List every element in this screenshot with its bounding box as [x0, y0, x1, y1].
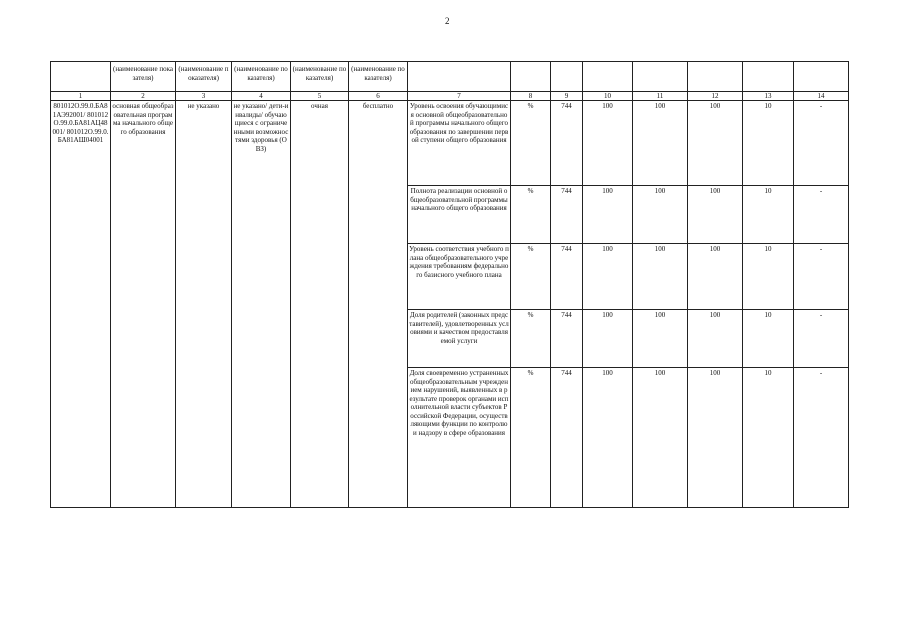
- indicator-deviation: 10: [743, 244, 794, 310]
- header-cell-7: [408, 62, 511, 92]
- indicator-deviation-abs: -: [794, 186, 849, 244]
- program-name: основная общеобразовательная программа начального общего образования: [111, 101, 176, 508]
- indicator-deviation: 10: [743, 368, 794, 508]
- column-number: 13: [743, 92, 794, 101]
- indicator-name: Доля своевременно устраненных общеобразовательным учреждением нарушений, выявленных в результате проверок органами исполнительной власти субъектов Российской Федерации, осуществляющими функции по контролю и надзору в сфере образования: [408, 368, 511, 508]
- column-number: 12: [688, 92, 743, 101]
- indicator-okei-code: 744: [551, 101, 583, 186]
- indicator-name: Уровень освоения обучающимися основной общеобразовательной программы начального общего образования по завершении первой ступени общего образования: [408, 101, 511, 186]
- column-number: 14: [794, 92, 849, 101]
- student-category: не указано/ дети-инвалиды/ обучающиеся с ограниченными возможностями здоровья (ОВЗ): [232, 101, 291, 508]
- indicator-value: 100: [633, 368, 688, 508]
- indicator-deviation: 10: [743, 310, 794, 368]
- service-codes: 801012О.99.0.БА81АЭ92001/ 801012О.99.0.БА81АЦ48001/ 801012О.99.0.БА81АШ04001: [51, 101, 111, 508]
- header-cell-3: (наименование показателя): [176, 62, 232, 92]
- indicator-value: 100: [688, 101, 743, 186]
- header-cell-1: [51, 62, 111, 92]
- header-cell-5: (наименование показателя): [291, 62, 349, 92]
- indicator-name: Уровень соответствия учебного плана общеобразовательного учреждения требованиям федерального базисного учебного плана: [408, 244, 511, 310]
- indicator-unit: %: [511, 186, 551, 244]
- indicator-deviation-abs: -: [794, 244, 849, 310]
- indicator-okei-code: 744: [551, 368, 583, 508]
- column-number: 1: [51, 92, 111, 101]
- table-row: [51, 101, 849, 186]
- header-cell-13: [743, 62, 794, 92]
- column-number: 7: [408, 92, 511, 101]
- column-number: 10: [583, 92, 633, 101]
- indicator-value: 100: [583, 186, 633, 244]
- column-number: 2: [111, 92, 176, 101]
- column-number: 3: [176, 92, 232, 101]
- category-cell: не указано: [176, 101, 232, 508]
- indicator-value: 100: [688, 186, 743, 244]
- indicator-deviation-abs: -: [794, 310, 849, 368]
- indicator-unit: %: [511, 310, 551, 368]
- indicator-deviation-abs: -: [794, 101, 849, 186]
- column-number: 9: [551, 92, 583, 101]
- header-cell-8: [511, 62, 551, 92]
- column-number: 4: [232, 92, 291, 101]
- column-number: 8: [511, 92, 551, 101]
- page-number: 2: [445, 16, 450, 26]
- indicator-value: 100: [688, 310, 743, 368]
- header-row: [51, 62, 849, 92]
- indicator-value: 100: [633, 310, 688, 368]
- header-cell-4: (наименование показателя): [232, 62, 291, 92]
- header-cell-14: [794, 62, 849, 92]
- indicator-deviation: 10: [743, 101, 794, 186]
- header-cell-10: [583, 62, 633, 92]
- indicator-okei-code: 744: [551, 186, 583, 244]
- study-form: очная: [291, 101, 349, 508]
- header-cell-2: (наименование показателя): [111, 62, 176, 92]
- service-indicators-table: [50, 61, 849, 508]
- column-number: 5: [291, 92, 349, 101]
- indicator-value: 100: [633, 244, 688, 310]
- payment-type: бесплатно: [349, 101, 408, 508]
- indicator-value: 100: [583, 101, 633, 186]
- indicator-unit: %: [511, 101, 551, 186]
- header-cell-11: [633, 62, 688, 92]
- indicator-value: 100: [583, 368, 633, 508]
- indicator-value: 100: [583, 244, 633, 310]
- indicator-name: Доля родителей (законных представителей), удовлетворенных условиями и качеством предоставляемой услуги: [408, 310, 511, 368]
- header-cell-6: (наименование показателя): [349, 62, 408, 92]
- column-numbers-row: [51, 92, 849, 101]
- indicator-unit: %: [511, 368, 551, 508]
- indicator-value: 100: [688, 244, 743, 310]
- indicator-value: 100: [633, 101, 688, 186]
- indicator-value: 100: [583, 310, 633, 368]
- indicator-okei-code: 744: [551, 310, 583, 368]
- header-cell-9: [551, 62, 583, 92]
- indicator-deviation: 10: [743, 186, 794, 244]
- indicator-unit: %: [511, 244, 551, 310]
- indicator-deviation-abs: -: [794, 368, 849, 508]
- indicator-okei-code: 744: [551, 244, 583, 310]
- column-number: 6: [349, 92, 408, 101]
- indicator-value: 100: [688, 368, 743, 508]
- indicator-value: 100: [633, 186, 688, 244]
- header-cell-12: [688, 62, 743, 92]
- indicator-name: Полнота реализации основной общеобразовательной программы начального общего образования: [408, 186, 511, 244]
- column-number: 11: [633, 92, 688, 101]
